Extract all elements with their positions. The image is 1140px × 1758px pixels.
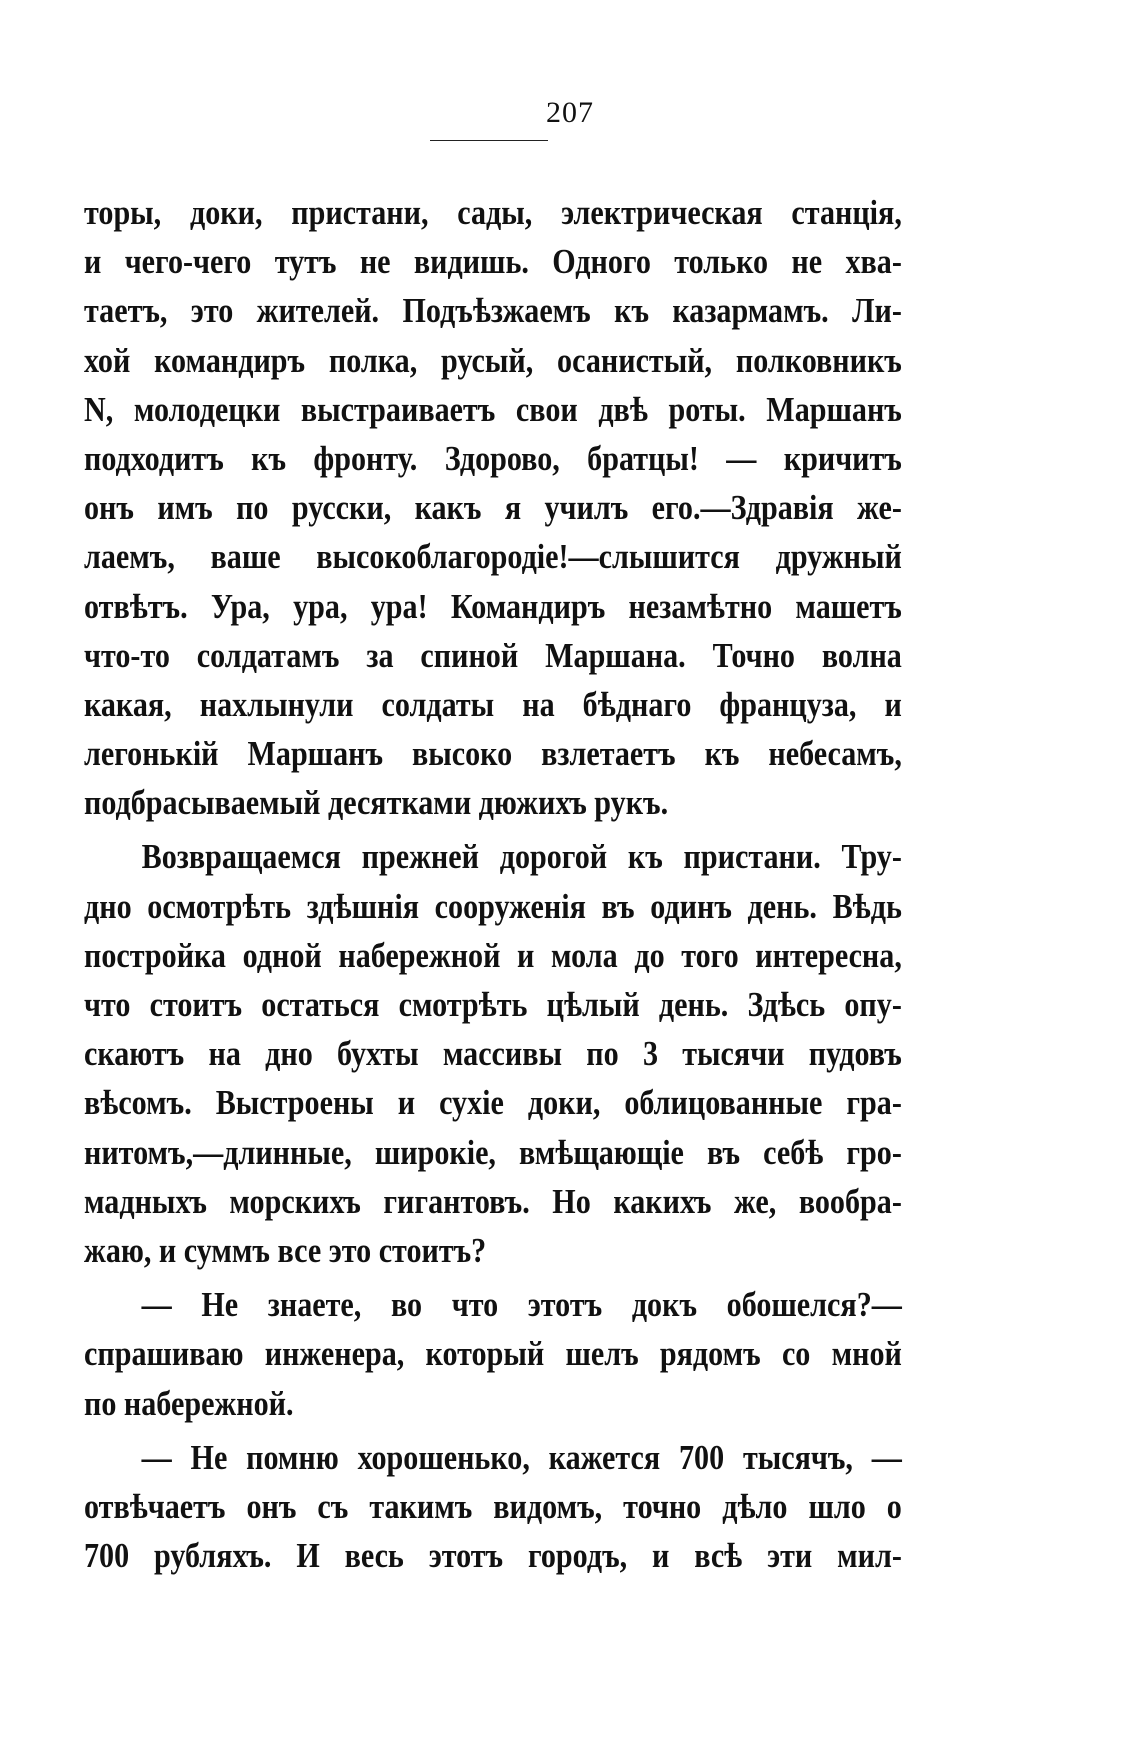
text-line: — Не помню хорошенько, кажется 700 тысячъ, —	[141, 1437, 902, 1477]
text-line: таетъ, это жителей. Подъѣзжаемъ къ казармамъ. Ли-	[84, 291, 902, 331]
text-line: скаютъ на дно бухты массивы по 3 тысячи пудовъ	[84, 1034, 902, 1074]
text-line: что стоитъ остаться смотрѣть цѣлый день. Здѣсь опу-	[84, 985, 902, 1024]
page-number: 207	[546, 96, 594, 129]
text-line: и чего-чего тутъ не видишь. Одного только не хва-	[84, 242, 902, 282]
text-line: какая, нахлынули солдаты на бѣднаго француза, и	[84, 684, 902, 724]
text-line: торы, доки, пристани, сады, электрическая станція,	[84, 193, 902, 232]
text-line: онъ имъ по русски, какъ я училъ его.—Здравія же-	[84, 488, 902, 528]
text-line: постройка одной набережной и мола до того интересна,	[84, 935, 902, 975]
text-line: 700 рубляхъ. И весь этотъ городъ, и всѣ эти мил-	[84, 1536, 902, 1576]
body-text	[84, 188, 902, 1580]
text-line: Возвращаемся прежней дорогой къ пристани. Тру-	[141, 837, 902, 877]
text-line: по набережной.	[84, 1383, 294, 1423]
text-line: что-то солдатамъ за спиной Маршана. Точно волна	[84, 635, 902, 675]
text-line: дно осмотрѣть здѣшнія сооруженія въ одинъ день. Вѣдь	[84, 886, 902, 926]
text-line: подходитъ къ фронту. Здорово, братцы! — кричитъ	[84, 438, 902, 478]
text-line: подбрасываемый десятками дюжихъ рукъ.	[84, 783, 669, 823]
paragraph	[84, 1433, 902, 1581]
text-line: нитомъ,—длинные, широкіе, вмѣщающіе въ себѣ гро-	[84, 1132, 902, 1172]
paragraph	[84, 188, 902, 827]
text-line: жаю, и суммъ все это стоитъ?	[84, 1230, 487, 1270]
text-line: отвѣтъ. Ура, ура, ура! Командиръ незамѣтно машетъ	[84, 586, 902, 626]
page-number-rule	[430, 140, 548, 141]
text-line: — Не знаете, во что этотъ докъ обошелся?—	[141, 1285, 902, 1325]
text-line: спрашиваю инженера, который шелъ рядомъ со мной	[84, 1334, 902, 1374]
text-line: отвѣчаетъ онъ съ такимъ видомъ, точно дѣло шло о	[84, 1486, 902, 1526]
text-line: N, молодецки выстраиваетъ свои двѣ роты. Маршанъ	[84, 389, 902, 429]
text-line: вѣсомъ. Выстроены и сухіе доки, облицованные гра-	[84, 1083, 902, 1123]
text-line: мадныхъ морскихъ гигантовъ. Но какихъ же, вообра-	[84, 1181, 902, 1221]
text-line: легонькій Маршанъ высоко взлетаетъ къ небесамъ,	[84, 734, 902, 774]
text-line: лаемъ, ваше высокоблагородіе!—слышится дружный	[84, 537, 902, 577]
text-line: хой командиръ полка, русый, осанистый, полковникъ	[84, 340, 902, 380]
paragraph	[84, 1280, 902, 1428]
paragraph	[84, 832, 902, 1275]
